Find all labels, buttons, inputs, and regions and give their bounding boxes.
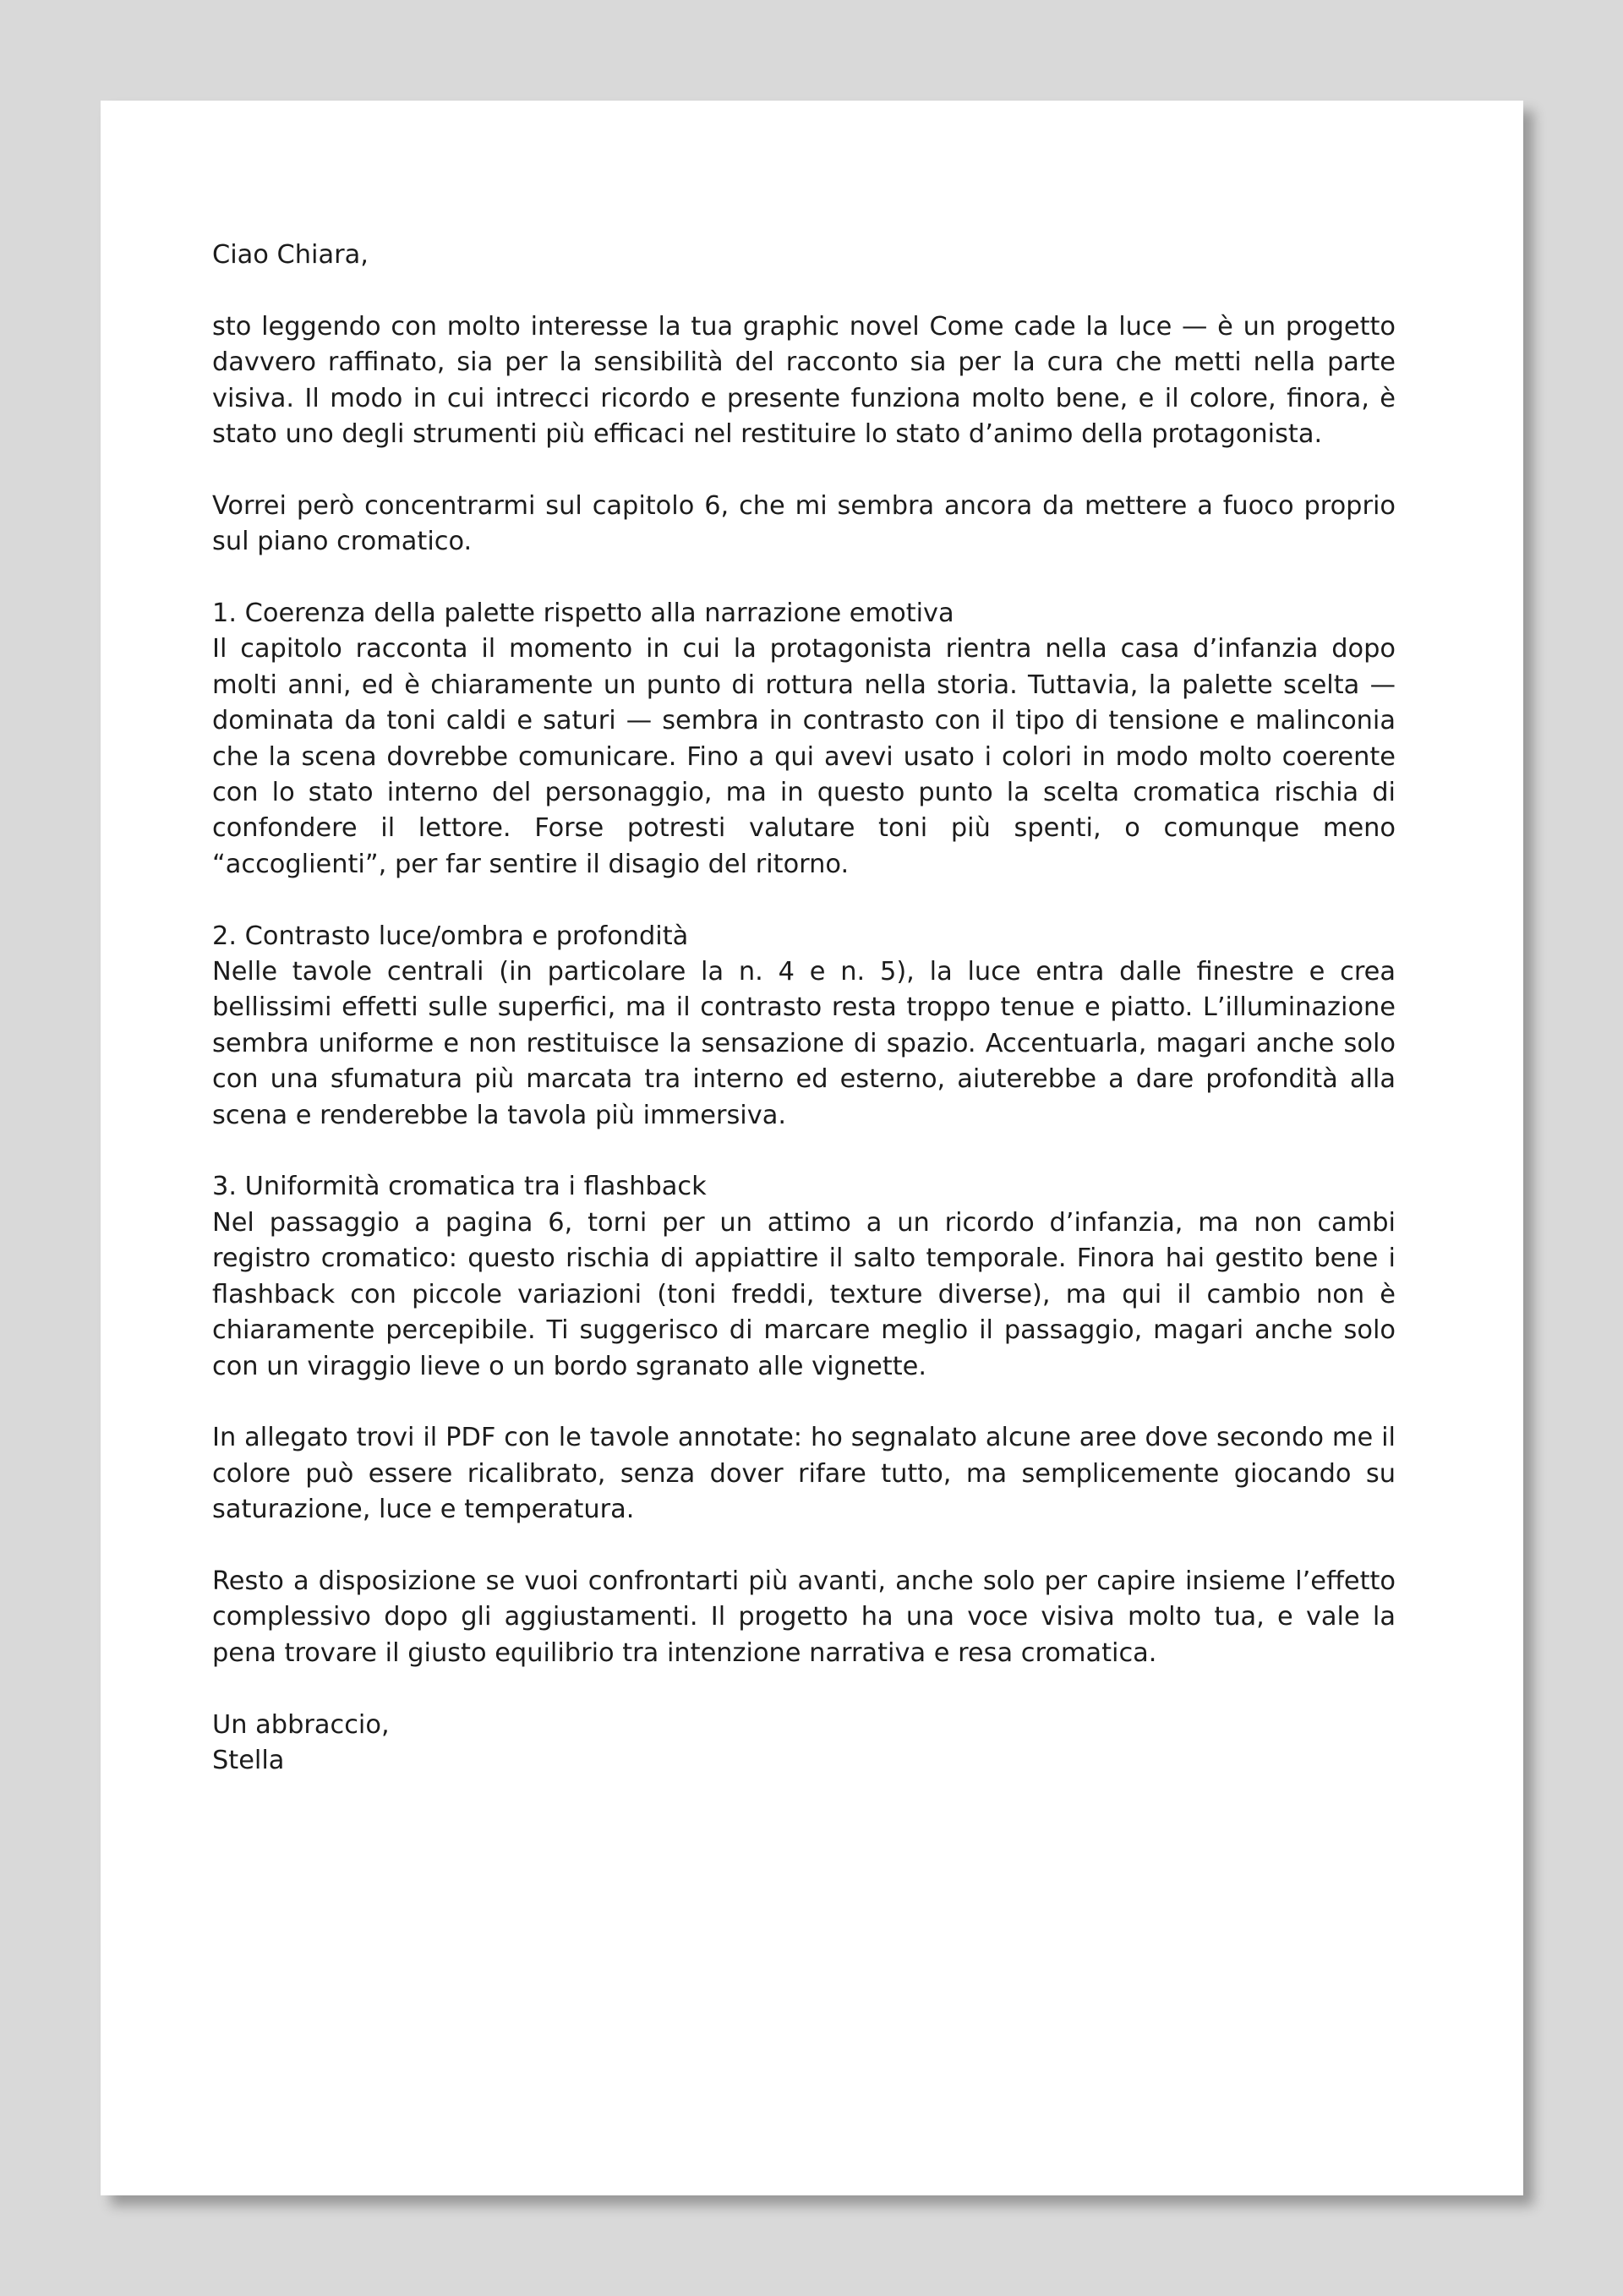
closing-paragraph: Resto a disposizione se vuoi confrontarti più avanti, anche solo per capire insieme l’effetto complessivo dopo gli aggiustamenti. Il progetto ha una voce visiva molto tua, e vale la pena trovare il giusto equilibrio tra intenzione narrativa e resa cromatica. — [212, 1566, 1396, 1668]
section-1-title: 1. Coerenza della palette rispetto alla narrazione emotiva — [212, 599, 954, 629]
section-2-body: Nelle tavole centrali (in particolare la n. 4 e n. 5), la luce entra dalle finestre e crea bellissimi effetti sulle superfici, ma il contrasto resta troppo tenue e piatto. L’illuminazione sembra uniforme e non restituisce la sensazione di spazio. Accentuarla, magari anche solo con una sfumatura più marcata tra interno ed esterno, aiuterebbe a dare profondità alla scena e renderebbe la tavola più immersiva. — [212, 957, 1396, 1130]
section-3 — [212, 1169, 1396, 1384]
section-2-title: 2. Contrasto luce/ombra e profondità — [212, 921, 689, 951]
focus-paragraph: Vorrei però concentrarmi sul capitolo 6, che mi sembra ancora da mettere a fuoco proprio sul piano cromatico. — [212, 490, 1396, 557]
section-1 — [212, 596, 1396, 883]
section-3-title: 3. Uniformità cromatica tra i flashback — [212, 1172, 707, 1202]
signoff: Un abbraccio, — [212, 1709, 390, 1740]
signoff-block — [212, 1708, 1396, 1779]
section-1-body: Il capitolo racconta il momento in cui la protagonista rientra nella casa d’infanzia dopo molti anni, ed è chiaramente un punto di rottura nella storia. Tuttavia, la palette scelta — dominata da toni caldi e saturi — sembra in contrasto con il tipo di tensione e malinconia che la scena dovrebbe comunicare. Fino a qui avevi usato i colori in modo molto coerente con lo stato interno del personaggio, ma in questo punto la scelta cromatica rischia di confondere il lettore. Forse potresti valutare toni più spenti, o comunque meno “accoglienti”, per far sentire il disagio del ritorno. — [212, 634, 1396, 879]
section-2 — [212, 919, 1396, 1134]
letter-page — [101, 101, 1523, 2195]
greeting: Ciao Chiara, — [212, 240, 369, 270]
letter-body — [212, 238, 1396, 1779]
attachment-paragraph: In allegato trovi il PDF con le tavole annotate: ho segnalato alcune aree dove secondo me il colore può essere ricalibrato, senza dover rifare tutto, ma semplicemente giocando su saturazione, luce e temperatura. — [212, 1423, 1396, 1525]
section-3-body: Nel passaggio a pagina 6, torni per un attimo a un ricordo d’infanzia, ma non cambi registro cromatico: questo rischia di appiattire il salto temporale. Finora hai gestito bene i flashback con piccole variazioni (toni freddi, texture diverse), ma qui il cambio non è chiaramente percepibile. Ti suggerisco di marcare meglio il passaggio, magari anche solo con un viraggio lieve o un bordo sgranato alle vignette. — [212, 1207, 1396, 1381]
intro-paragraph: sto leggendo con molto interesse la tua graphic novel Come cade la luce — è un progetto davvero raffinato, sia per la sensibilità del racconto sia per la cura che metti nella parte visiva. Il modo in cui intrecci ricordo e presente funziona molto bene, e il colore, finora, è stato uno degli strumenti più efficaci nel restituire lo stato d’animo della protagonista. — [212, 311, 1396, 450]
signature: Stella — [212, 1745, 285, 1775]
